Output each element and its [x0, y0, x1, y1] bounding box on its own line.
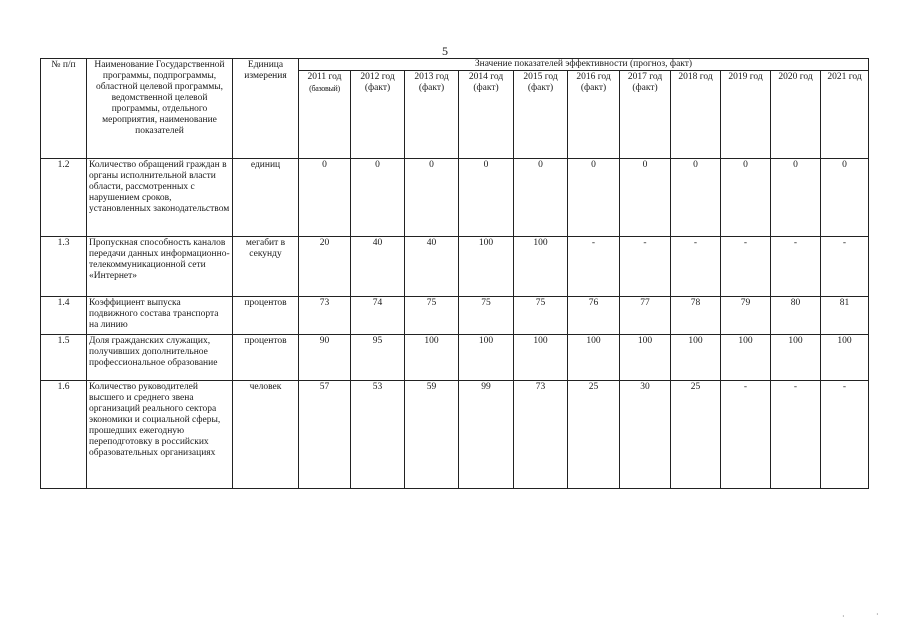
row-value-9: -: [771, 381, 821, 489]
header-year-1: [351, 71, 405, 159]
row-value-3: 99: [459, 381, 514, 489]
row-indicator-name: Пропускная способность каналов передачи данных информационно-телекоммуникационной сети «Интернет»: [87, 237, 233, 297]
row-unit: единиц: [233, 159, 299, 237]
row-value-10: -: [821, 381, 869, 489]
row-value-8: 0: [721, 159, 771, 237]
row-value-7: 0: [671, 159, 721, 237]
header-year-label: 2021 год: [827, 72, 862, 82]
page-number: 5: [442, 44, 448, 58]
header-year-note: (факт): [527, 83, 554, 93]
row-unit: процентов: [233, 335, 299, 381]
header-year-0: [299, 71, 351, 159]
row-unit: процентов: [233, 297, 299, 335]
row-value-10: 0: [821, 159, 869, 237]
row-value-7: 25: [671, 381, 721, 489]
header-year-note: (факт): [473, 83, 499, 93]
table-row: [41, 159, 869, 237]
table-row: [41, 237, 869, 297]
row-value-8: 79: [721, 297, 771, 335]
header-year-label: 2011 год: [307, 72, 342, 82]
header-year-3: [459, 71, 514, 159]
scan-artifact: ·: [842, 612, 845, 621]
row-value-6: 77: [620, 297, 671, 335]
row-value-6: 0: [620, 159, 671, 237]
header-year-7: [671, 71, 721, 159]
header-year-6: [620, 71, 671, 159]
header-year-5: [568, 71, 620, 159]
header-year-label: 2014 год: [468, 72, 504, 82]
header-year-label: 2016 год: [576, 72, 611, 82]
row-value-6: -: [620, 237, 671, 297]
row-unit: человек: [233, 381, 299, 489]
header-year-note: (факт): [632, 83, 658, 93]
row-value-4: 100: [514, 237, 568, 297]
row-value-3: 100: [459, 335, 514, 381]
row-value-10: 100: [821, 335, 869, 381]
row-value-0: 57: [299, 381, 351, 489]
row-value-0: 73: [299, 297, 351, 335]
row-value-2: 100: [405, 335, 459, 381]
row-value-9: 80: [771, 297, 821, 335]
row-value-6: 30: [620, 381, 671, 489]
row-value-9: 0: [771, 159, 821, 237]
row-value-1: 40: [351, 237, 405, 297]
row-value-2: 75: [405, 297, 459, 335]
row-value-0: 90: [299, 335, 351, 381]
row-value-2: 0: [405, 159, 459, 237]
row-value-9: 100: [771, 335, 821, 381]
header-unit: Единица измерения: [233, 59, 299, 159]
row-value-9: -: [771, 237, 821, 297]
row-value-3: 75: [459, 297, 514, 335]
row-value-7: 78: [671, 297, 721, 335]
row-value-5: 0: [568, 159, 620, 237]
row-value-0: 0: [299, 159, 351, 237]
header-year-4: [514, 71, 568, 159]
row-value-10: -: [821, 237, 869, 297]
header-year-note: (факт): [418, 83, 445, 93]
row-indicator-name: Количество руководителей высшего и среднего звена организаций реального сектора экономики и социальной сферы, прошедших ежегодную переподготовку в российских образовательных организациях: [87, 381, 233, 489]
row-value-4: 73: [514, 381, 568, 489]
header-year-label: 2012 год: [360, 72, 395, 82]
row-value-8: 100: [721, 335, 771, 381]
row-value-2: 40: [405, 237, 459, 297]
header-year-label: 2020 год: [778, 72, 813, 82]
row-value-5: 76: [568, 297, 620, 335]
header-year-note: (факт): [580, 83, 607, 93]
row-value-4: 75: [514, 297, 568, 335]
performance-indicators-table: [40, 58, 869, 489]
row-num: 1.6: [41, 381, 87, 489]
table-row: [41, 335, 869, 381]
row-indicator-name: Доля гражданских служащих, получивших дополнительное профессиональное образование: [87, 335, 233, 381]
header-num: № п/п: [41, 59, 87, 159]
header-name: Наименование Государственной программы, подпрограммы, областной целевой программы, ведомственной целевой программы, отдельного мероприятия, наименование показателей: [87, 59, 233, 159]
header-year-2: [405, 71, 459, 159]
row-num: 1.5: [41, 335, 87, 381]
header-year-8: [721, 71, 771, 159]
row-value-5: 100: [568, 335, 620, 381]
row-value-7: -: [671, 237, 721, 297]
row-value-1: 74: [351, 297, 405, 335]
header-year-label: 2017 год: [627, 72, 663, 82]
header-values-group: Значение показателей эффективности (прогноз, факт): [299, 59, 869, 71]
row-value-4: 0: [514, 159, 568, 237]
row-value-3: 100: [459, 237, 514, 297]
table-row: [41, 297, 869, 335]
header-year-note: (базовый): [309, 84, 340, 93]
table-row: [41, 381, 869, 489]
row-value-2: 59: [405, 381, 459, 489]
row-value-5: -: [568, 237, 620, 297]
row-value-6: 100: [620, 335, 671, 381]
header-row: [41, 59, 869, 71]
row-value-10: 81: [821, 297, 869, 335]
row-value-4: 100: [514, 335, 568, 381]
row-value-8: -: [721, 381, 771, 489]
row-value-5: 25: [568, 381, 620, 489]
header-year-10: [821, 71, 869, 159]
row-indicator-name: Количество обращений граждан в органы исполнительной власти области, рассмотренных с нарушением сроков, установленных законодательством: [87, 159, 233, 237]
header-year-note: (факт): [364, 83, 391, 93]
header-year-label: 2019 год: [728, 72, 763, 82]
row-num: 1.4: [41, 297, 87, 335]
row-value-3: 0: [459, 159, 514, 237]
header-year-label: 2015 год: [523, 72, 558, 82]
row-value-8: -: [721, 237, 771, 297]
scan-artifact: ·: [876, 610, 879, 619]
row-value-0: 20: [299, 237, 351, 297]
row-value-1: 95: [351, 335, 405, 381]
row-num: 1.3: [41, 237, 87, 297]
row-indicator-name: Коэффициент выпуска подвижного состава транспорта на линию: [87, 297, 233, 335]
row-num: 1.2: [41, 159, 87, 237]
row-unit: мегабит в секунду: [233, 237, 299, 297]
row-value-1: 0: [351, 159, 405, 237]
row-value-7: 100: [671, 335, 721, 381]
header-year-9: [771, 71, 821, 159]
header-year-label: 2013 год: [414, 72, 449, 82]
header-year-label: 2018 год: [678, 72, 713, 82]
row-value-1: 53: [351, 381, 405, 489]
